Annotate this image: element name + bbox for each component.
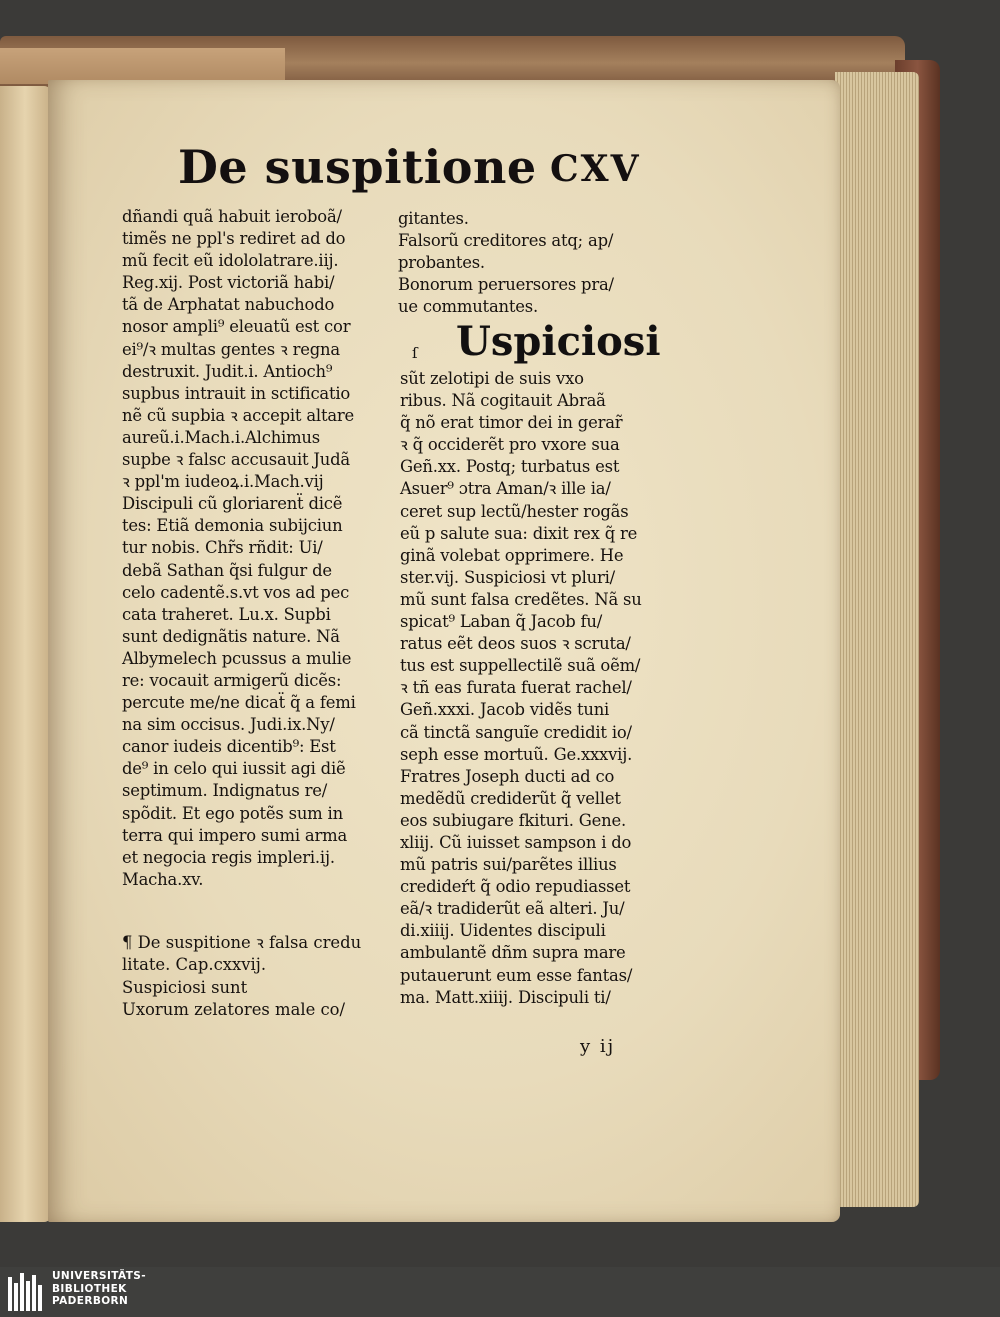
left-column-text <box>122 206 382 891</box>
logo-line-1: UNIVERSITÄTS- <box>52 1270 147 1282</box>
logo-line-2: BIBLIOTHEK <box>52 1282 127 1295</box>
text-line: ribus. Nã cogitauit Abraã <box>400 391 606 411</box>
text-line: tã de Arphatat nabuchodo <box>122 295 335 315</box>
text-line: tes: Etiã demonia subijciun <box>122 516 343 536</box>
text-line: ceret sup lectũ/hester rogãs <box>400 501 629 521</box>
text-line: di.xiiij. Uidentes discipuli <box>400 921 606 941</box>
text-line: Fratres Joseph ducti ad co <box>400 766 615 786</box>
text-line: dñandi quã habuit ieroboã/ <box>122 207 342 226</box>
text-line: xliij. Cũ iuisset sampson i do <box>400 832 632 852</box>
text-line: ꝛ q̃ occiderẽt pro vxore sua <box>400 435 620 455</box>
logo-bar <box>8 1277 12 1311</box>
logo-bar <box>26 1281 30 1311</box>
folio-number: CXV <box>550 148 641 190</box>
right-column-top-text <box>398 208 654 318</box>
left-page-text-marks <box>0 86 2 1222</box>
logo-bar <box>20 1273 24 1311</box>
text-line: nosor ampli⁹ eleuatũ est cor <box>122 317 351 337</box>
logo-line-3: PADERBORN <box>52 1295 129 1307</box>
text-line: ꝛ ppl'm iudeoꝝ.i.Mach.vij <box>122 472 324 492</box>
text-line: terra qui impero sumi arma <box>122 825 348 845</box>
signature-mark: y ij <box>580 1036 616 1057</box>
library-logo-icon <box>8 1273 46 1311</box>
text-line: Geñ.xxxi. Jacob vidẽs tuni <box>400 700 610 720</box>
page-edges <box>835 72 919 1207</box>
text-line: ratus eẽt deos suos ꝛ scruta/ <box>400 634 631 654</box>
text-line: mũ patris sui/parẽtes illius <box>400 855 617 875</box>
text-line: supbe ꝛ falsc accusauit Judã <box>122 450 350 470</box>
text-line: Asuer⁹ ɔtra Aman/ꝛ ille ia/ <box>400 479 611 499</box>
rubric-line: ¶ De suspitione ꝛ falsa credu <box>122 933 362 952</box>
text-line: Albymelech pcussus a mulie <box>122 648 352 668</box>
text-line: de⁹ in celo qui iussit agi diẽ <box>122 759 346 779</box>
text-line: probantes. <box>398 253 485 273</box>
library-logo-text <box>52 1270 146 1308</box>
text-line: re: vocauit armigerũ dicẽs: <box>122 670 342 690</box>
text-line: spicat⁹ Laban q̃ Jacob fu/ <box>400 612 603 632</box>
text-line: ginã volebat opprimere. He <box>400 545 624 565</box>
text-line: mũ fecit eũ idololatrare.iij. <box>122 251 339 271</box>
text-line: canor iudeis dicentib⁹: Est <box>122 737 336 757</box>
text-line: Macha.xv. <box>122 869 204 889</box>
logo-bar <box>14 1283 18 1311</box>
rubric-line: Suspiciosi sunt <box>122 977 248 997</box>
text-line: ei⁹/ꝛ multas gentes ꝛ regna <box>122 339 340 359</box>
text-line: sũt zelotipi de suis vxo <box>400 369 584 388</box>
text-line: ster.vij. Suspiciosi vt pluri/ <box>400 567 615 587</box>
running-head-title: De suspitione <box>178 140 537 194</box>
text-line: cã tinctã sanguĩe credidit io/ <box>400 722 632 742</box>
text-line: credideŕt q̃ odio repudiasset <box>400 877 631 897</box>
text-line: ꝛ tñ eas furata fuerat rachel/ <box>400 678 632 698</box>
chapter-rubric <box>122 932 384 1022</box>
text-line: ambulantẽ dñm supra mare <box>400 943 626 963</box>
rubric-line: Uxorum zelatores male co/ <box>122 1000 346 1020</box>
text-line: putauerunt eum esse fantas/ <box>400 965 633 985</box>
text-line: Bonorum peruersores pra/ <box>398 275 614 295</box>
text-line: debã Sathan q̃si fulgur de <box>122 560 332 580</box>
left-page-edge <box>0 86 52 1222</box>
text-line: supbus intrauit in sctificatio <box>122 383 351 403</box>
text-line: Geñ.xx. Postq; turbatus est <box>400 457 620 477</box>
text-line: nẽ cũ supbia ꝛ accepit altare <box>122 405 355 425</box>
text-line: cata traheret. Lu.x. Supbi <box>122 604 331 624</box>
right-column-text <box>400 368 654 1009</box>
text-line: seph esse mortuũ. Ge.xxxvij. <box>400 744 633 764</box>
initial-guide-letter: ſ <box>412 344 418 362</box>
text-line: sunt dedignãtis nature. Nã <box>122 626 340 646</box>
text-line: septimum. Indignatus re/ <box>122 781 328 801</box>
text-line: tus est suppellectilẽ suã oẽm/ <box>400 656 641 676</box>
rubric-line: litate. Cap.cxxvij. <box>122 955 267 975</box>
text-line: mũ sunt falsa credẽtes. Nã su <box>400 589 642 609</box>
text-line: et negocia regis impleri.ij. <box>122 847 335 867</box>
text-line: medẽdũ crediderũt q̃ vellet <box>400 788 621 808</box>
text-line: eos subiugare fkituri. Gene. <box>400 810 626 830</box>
text-line: na sim occisus. Judi.ix.Ny/ <box>122 715 335 735</box>
text-line: destruxit. Judit.i. Antioch⁹ <box>122 361 333 381</box>
text-line: Discipuli cũ gloriarenẗ dicẽ <box>122 494 343 514</box>
text-line: percute me/ne dicaẗ q̃ a femi <box>122 693 356 713</box>
text-line: gitantes. <box>398 209 469 228</box>
text-line: eũ p salute sua: dixit rex q̃ re <box>400 523 638 543</box>
text-line: Falsorũ creditores atq; ap/ <box>398 231 614 251</box>
text-line: q̃ nõ erat timor dei in gerar̃ <box>400 413 623 433</box>
initial-word: Uspiciosi <box>456 318 661 365</box>
text-line: eã/ꝛ tradiderũt eã alteri. Ju/ <box>400 899 625 919</box>
library-footer <box>0 1267 1000 1317</box>
text-line: celo cadentẽ.s.vt vos ad pec <box>122 582 350 602</box>
text-line: tur nobis. Chr̃s rñdit: Ui/ <box>122 538 323 558</box>
text-line: aureũ.i.Mach.i.Alchimus <box>122 427 321 447</box>
text-line: ma. Matt.xiiij. Discipuli ti/ <box>400 987 611 1007</box>
text-line: spõdit. Et ego potẽs sum in <box>122 803 343 823</box>
text-line: timẽs ne ppl's rediret ad do <box>122 229 346 249</box>
text-line: Reg.xij. Post victoriã habi/ <box>122 273 335 293</box>
logo-bar <box>38 1285 42 1311</box>
logo-bar <box>32 1275 36 1311</box>
text-line: ue commutantes. <box>398 297 538 317</box>
